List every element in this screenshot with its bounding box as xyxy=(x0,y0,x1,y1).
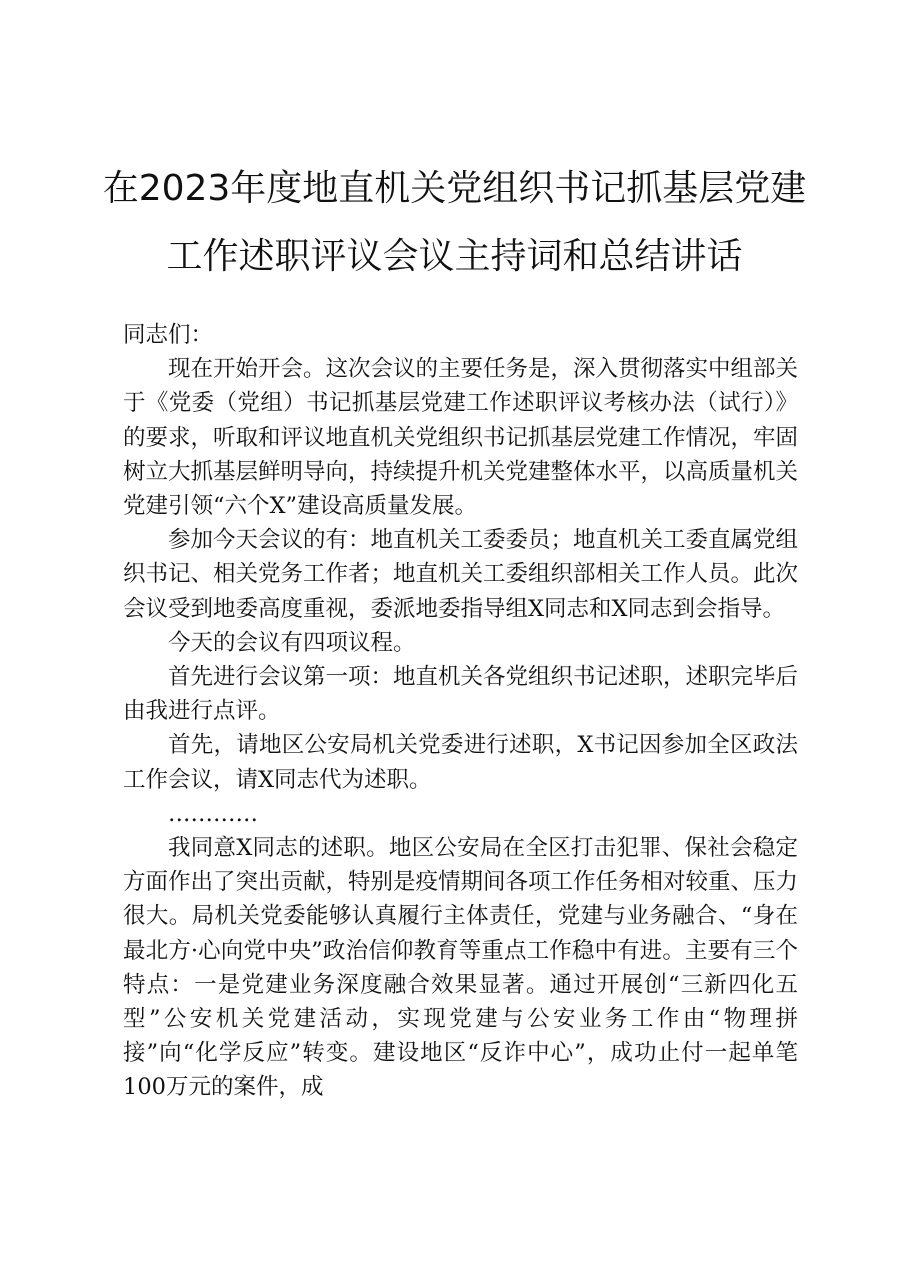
paragraph-first-item: 首先进行会议第一项：地直机关各党组织书记述职，述职完毕后由我进行点评。 xyxy=(123,664,799,725)
document-title-line-2: 工作述职评议会议主持词和总结讲话 xyxy=(166,236,743,277)
paragraph-meeting-purpose: 现在开始开会。这次会议的主要任务是，深入贯彻落实中组部关于《党委（党组）书记抓基层党建工作述职评议考核办法（试行）》的要求，听取和评议地直机关党组织书记抓基层党建工作情况，牢固树立大抓基层鲜明导向，持续提升机关党建整体水平，以高质量机关党建引领“六个X”建设高质量发展。 xyxy=(123,356,799,520)
salutation: 同志们： xyxy=(123,322,214,348)
document-body xyxy=(123,318,798,1105)
paragraph-agenda: 今天的会议有四项议程。 xyxy=(168,629,416,656)
paragraph-attendees: 参加今天会议的有：地直机关工委委员；地直机关工委直属党组织书记、相关党务工作者；地直机关工委组织部相关工作人员。此次会议受到地委高度重视，委派地委指导组X同志和X同志到会指导。 xyxy=(123,527,799,622)
paragraph-public-security-report: 首先，请地区公安局机关党委进行述职，X书记因参加全区政法工作会议，请X同志代为述职。 xyxy=(123,732,798,793)
paragraph-comment: 我同意X同志的述职。地区公安局在全区打击犯罪、保社会稳定方面作出了突出贡献，特别是疫情期间各项工作任务相对较重、压力很大。局机关党委能够认真履行主体责任，党建与业务融合、“身在最北方·心向党中央”政治信仰教育等重点工作稳中有进。主要有三个特点：一是党建业务深度融合效果显著。通过开展创“三新四化五型”公安机关党建活动，实现党建与公安业务工作由“物理拼接”向“化学反应”转变。建设地区“反诈中心”，成功止付一起单笔100万元的案件，成 xyxy=(123,835,799,1101)
paragraph-ellipsis: ………… xyxy=(168,800,258,827)
document-title-line-1: 在2023年度地直机关党组织书记抓基层党建 xyxy=(102,168,807,209)
